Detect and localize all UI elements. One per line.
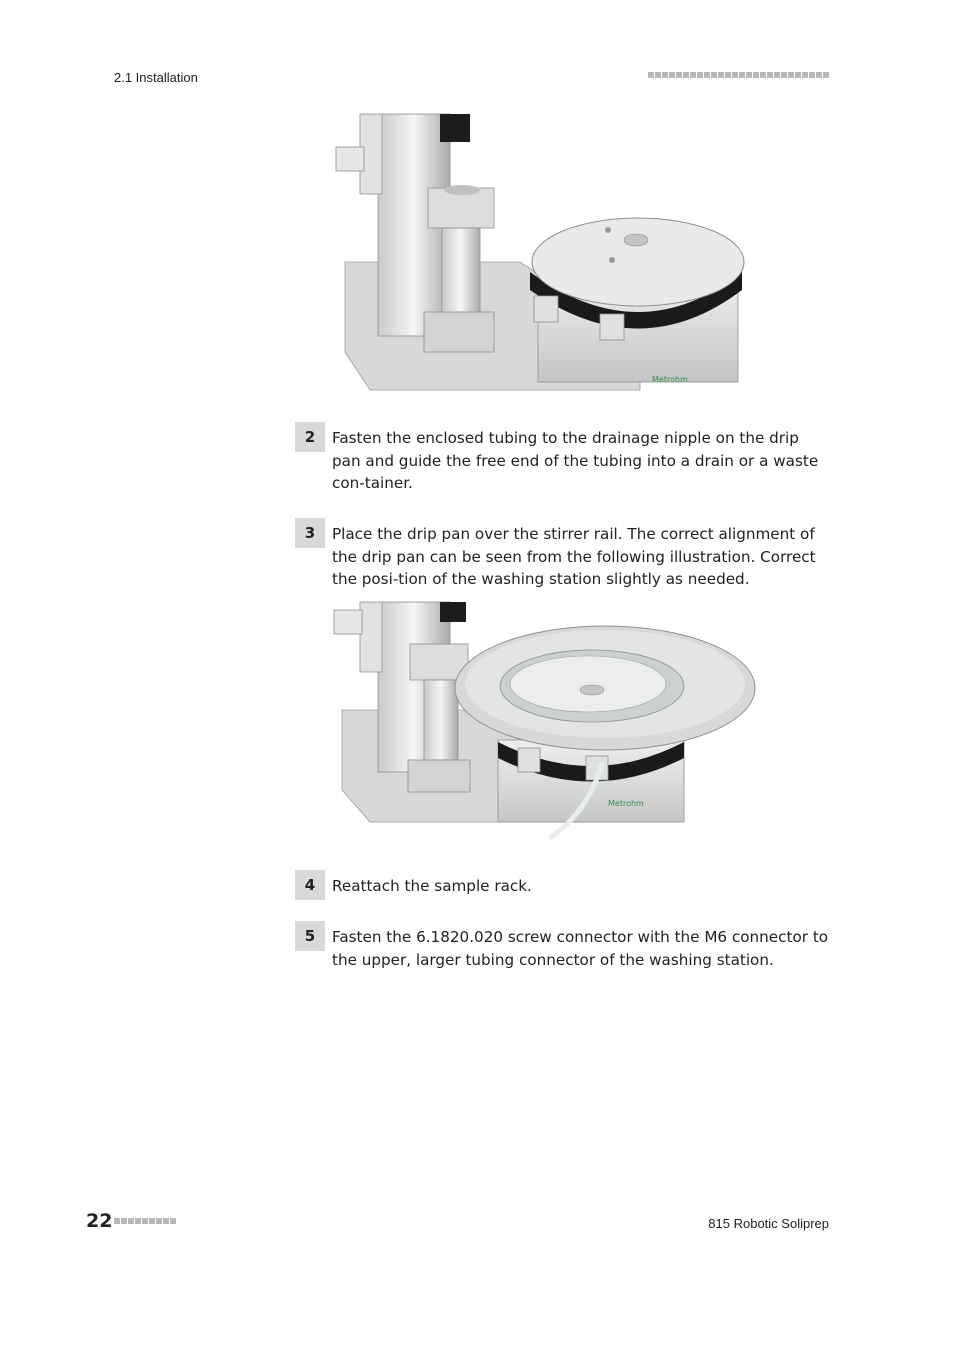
running-header-section: 2.1 Installation [114,70,198,85]
step-number: 3 [295,518,325,548]
step-4 [295,870,835,902]
brand-mark: Metrohm [608,799,644,808]
step-text: Place the drip pan over the stirrer rail. The correct alignment of the drip pan can be seen from the following illustration. Correct the posi-tion of the washing station slightly as needed. [332,525,816,588]
step-2 [295,422,835,492]
step-5 [295,921,835,971]
step-text: Fasten the enclosed tubing to the drainage nipple on the drip pan and guide the free end of the tubing into a drain or a waste con-tainer. [332,429,819,492]
step-number: 2 [295,422,325,452]
step-number: 4 [295,870,325,900]
page-number: 22 [86,1210,113,1232]
brand-mark: Metrohm [652,375,688,384]
step-3 [295,518,835,588]
drip-pan-alignment-illustration [330,600,762,840]
step-text: Reattach the sample rack. [332,877,532,895]
step-text: Fasten the 6.1820.020 screw connector with the M6 connector to the upper, larger tubing connector of the washing station. [332,928,829,969]
stirrer-rail-illustration [330,112,750,397]
step-number: 5 [295,921,325,951]
product-name: 815 Robotic Soliprep [708,1216,829,1231]
header-decoration [648,72,829,78]
footer-decoration [114,1218,176,1224]
